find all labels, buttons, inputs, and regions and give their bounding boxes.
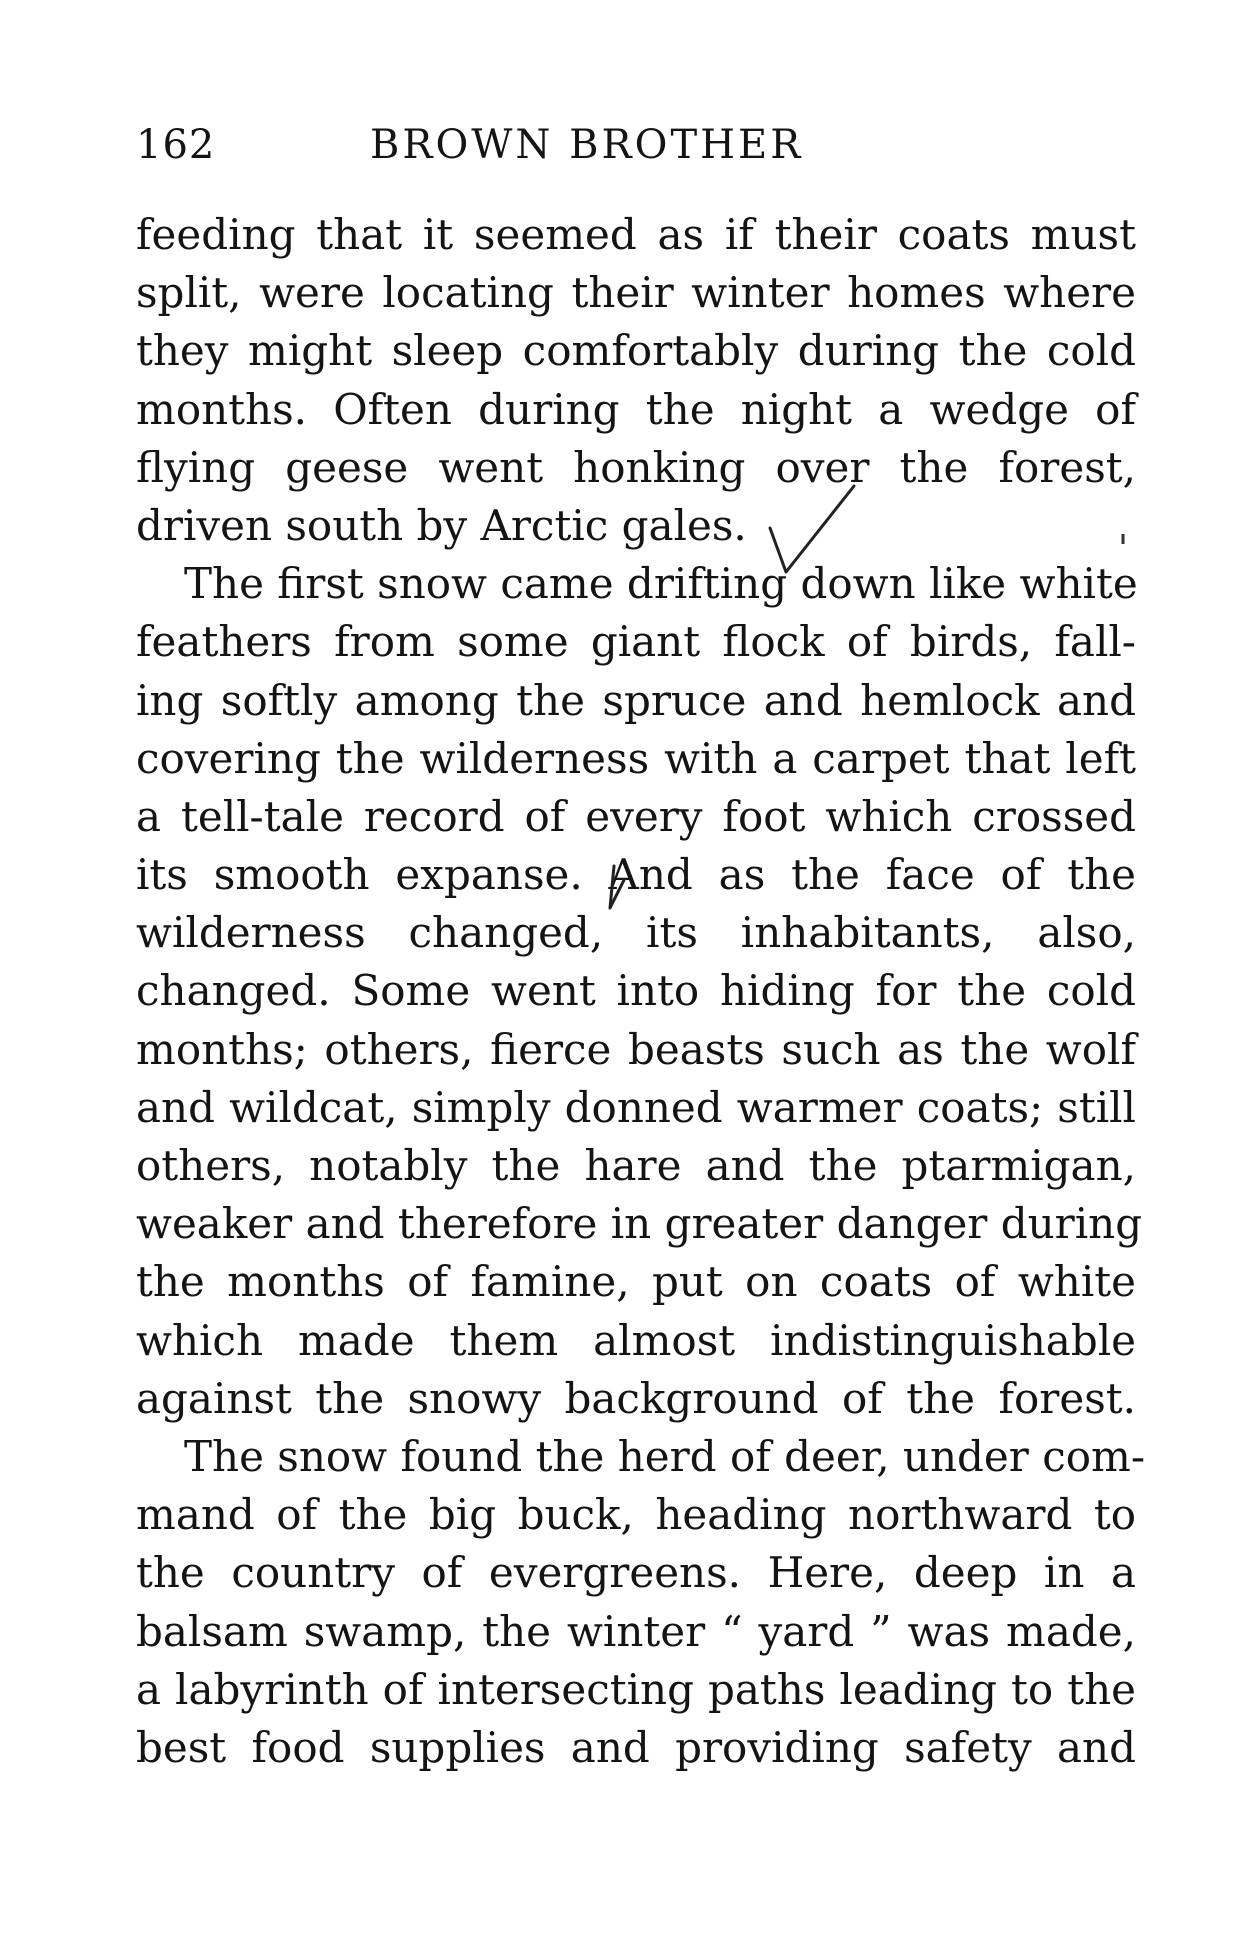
text-line: split, were locating their winter homes where <box>136 268 1136 318</box>
text-line: months; others, fierce beasts such as the wolf <box>136 1024 1136 1074</box>
running-title: BROWN BROTHER <box>370 122 804 168</box>
text-line: its smooth expanse. And as the face of the <box>136 850 1136 900</box>
text-line: a tell-tale record of every foot which crossed <box>136 791 1136 841</box>
text-line: covering the wilderness with a carpet that left <box>136 733 1136 783</box>
text-line: a labyrinth of intersecting paths leading to the <box>136 1664 1136 1714</box>
text-line: changed. Some went into hiding for the cold <box>136 966 1136 1016</box>
page-header <box>136 122 1136 182</box>
text-line: and wildcat, simply donned warmer coats; still <box>136 1082 1136 1132</box>
text-line: driven south by Arctic gales. <box>136 500 747 550</box>
text-line: ing softly among the spruce and hemlock and <box>136 675 1136 725</box>
text-line: weaker and therefore in greater danger during <box>136 1199 1143 1249</box>
text-line: the country of evergreens. Here, deep in a <box>136 1548 1136 1598</box>
text-line: feathers from some giant flock of birds, fall- <box>136 617 1136 667</box>
text-line: The snow found the herd of deer, under com- <box>184 1431 1146 1481</box>
text-line: best food supplies and providing safety and <box>136 1722 1136 1772</box>
text-line: months. Often during the night a wedge of <box>136 384 1136 434</box>
text-line: flying geese went honking over the forest, <box>136 442 1136 492</box>
text-line: The first snow came drifting down like white <box>184 559 1138 609</box>
text-line: which made them almost indistinguishable <box>136 1315 1136 1365</box>
text-line: mand of the big buck, heading northward to <box>136 1490 1136 1540</box>
page-number: 162 <box>136 122 216 168</box>
text-line: against the snowy background of the forest. <box>136 1373 1136 1423</box>
text-line: the months of famine, put on coats of white <box>136 1257 1136 1307</box>
body-text <box>136 206 1146 1777</box>
text-line: they might sleep comfortably during the cold <box>136 326 1136 376</box>
text-line: feeding that it seemed as if their coats must <box>136 210 1136 259</box>
text-line: balsam swamp, the winter “ yard ” was made, <box>136 1606 1136 1656</box>
text-line: others, notably the hare and the ptarmigan, <box>136 1141 1136 1190</box>
text-line: wilderness changed, its inhabitants, also, <box>136 908 1136 958</box>
